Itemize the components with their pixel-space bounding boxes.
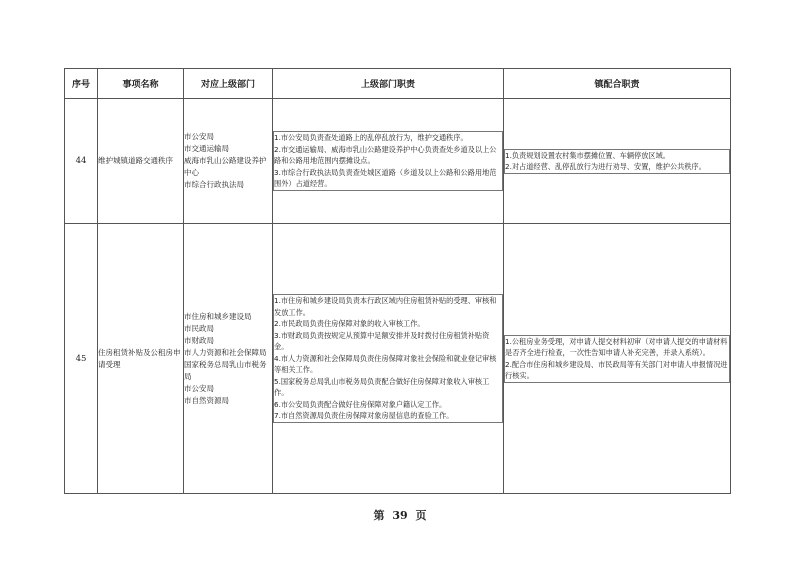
row-departments bbox=[184, 99, 273, 224]
row-responsibilities bbox=[273, 224, 504, 494]
coordination-item: 2.配合市住房和城乡建设局、市民政局等有关部门对申请人申报情况进行核实。 bbox=[505, 359, 728, 380]
responsibility-item: 3.市综合行政执法局负责查处城区道路（乡道及以上公路和公路用地范围外）占道经营。 bbox=[274, 167, 497, 189]
department-item: 市人力资源和社会保障局 bbox=[184, 347, 267, 357]
coordination-item: 1.公租房业务受理，对申请人提交材料初审（对申请人提交的申请材料是否齐全进行检查，一次性告知申请人补充完善，并录入系统）。 bbox=[505, 336, 728, 357]
footer-suffix: 页 bbox=[415, 509, 427, 522]
responsibility-item: 1.市住房和城乡建设局负责本行政区域内住房租赁补贴的受理、审核和发放工作。 bbox=[274, 296, 497, 317]
row-departments bbox=[184, 224, 273, 494]
header-item-name: 事项名称 bbox=[98, 69, 184, 99]
department-item: 市公安局 bbox=[184, 132, 214, 141]
header-department: 对应上级部门 bbox=[184, 69, 273, 99]
coordination-item: 2.对占道经营、乱停乱放行为进行劝导、安置，维护公共秩序。 bbox=[505, 162, 706, 171]
responsibility-item: 1.市公安局负责查处道路上的乱停乱放行为，维护交通秩序。 bbox=[274, 133, 468, 143]
responsibility-item: 2.市民政局负责住房保障对象的收入审核工作。 bbox=[274, 319, 425, 329]
coordination-item: 1.负责规划设置农村集市摆摊位置、车辆停放区域。 bbox=[505, 150, 670, 160]
row-responsibilities bbox=[273, 99, 504, 224]
table-row bbox=[65, 99, 731, 224]
department-item: 市自然资源局 bbox=[184, 395, 229, 405]
responsibility-item: 4.市人力资源和社会保障局负责住房保障对象社会保险和就业登记审核等相关工作。 bbox=[274, 353, 497, 375]
responsibility-table bbox=[64, 68, 731, 494]
row-coordination bbox=[504, 224, 731, 494]
header-coordination: 镇配合职责 bbox=[504, 69, 731, 99]
department-item: 市交通运输局 bbox=[184, 144, 229, 153]
responsibility-item: 2.市交通运输局、威海市乳山公路建设养护中心负责查处乡道及以上公路和公路用地范围内摆摊设点。 bbox=[274, 144, 497, 166]
table-row bbox=[65, 224, 731, 494]
table-header-row bbox=[65, 69, 731, 99]
page-footer bbox=[0, 507, 800, 523]
department-item: 市民政局 bbox=[184, 323, 214, 333]
responsibility-item: 3.市财政局负责按规定从预算中足额安排并及时拨付住房租赁补贴资金。 bbox=[274, 330, 490, 352]
responsibility-item: 7.市自然资源局负责住房保障对象房屋信息的查验工作。 bbox=[274, 411, 454, 421]
row-seq: 44 bbox=[65, 99, 98, 224]
row-seq: 45 bbox=[65, 224, 98, 494]
coordination-box bbox=[504, 149, 730, 174]
responsibility-item: 5.国家税务总局乳山市税务局负责配合做好住房保障对象收入审核工作。 bbox=[274, 376, 490, 398]
footer-prefix: 第 bbox=[373, 509, 385, 522]
row-item-name: 维护城镇道路交通秩序 bbox=[98, 99, 184, 224]
page-number: 39 bbox=[392, 509, 408, 522]
department-item: 市公安局 bbox=[184, 383, 214, 393]
coordination-box bbox=[504, 335, 730, 383]
header-seq: 序号 bbox=[65, 69, 98, 99]
header-responsibility: 上级部门职责 bbox=[273, 69, 504, 99]
responsibility-box bbox=[273, 294, 503, 423]
department-item: 市住房和城乡建设局 bbox=[184, 311, 252, 321]
responsibility-box bbox=[273, 131, 503, 191]
responsibility-item: 6.市公安局负责配合做好住房保障对象户籍认定工作。 bbox=[274, 399, 447, 409]
department-item: 威海市乳山公路建设养护中心 bbox=[184, 156, 267, 177]
row-coordination bbox=[504, 99, 731, 224]
row-item-name: 住房租赁补贴及公租房申请受理 bbox=[98, 224, 184, 494]
department-item: 市财政局 bbox=[184, 335, 214, 345]
department-item: 国家税务总局乳山市税务局 bbox=[184, 359, 267, 381]
department-item: 市综合行政执法局 bbox=[184, 180, 244, 189]
